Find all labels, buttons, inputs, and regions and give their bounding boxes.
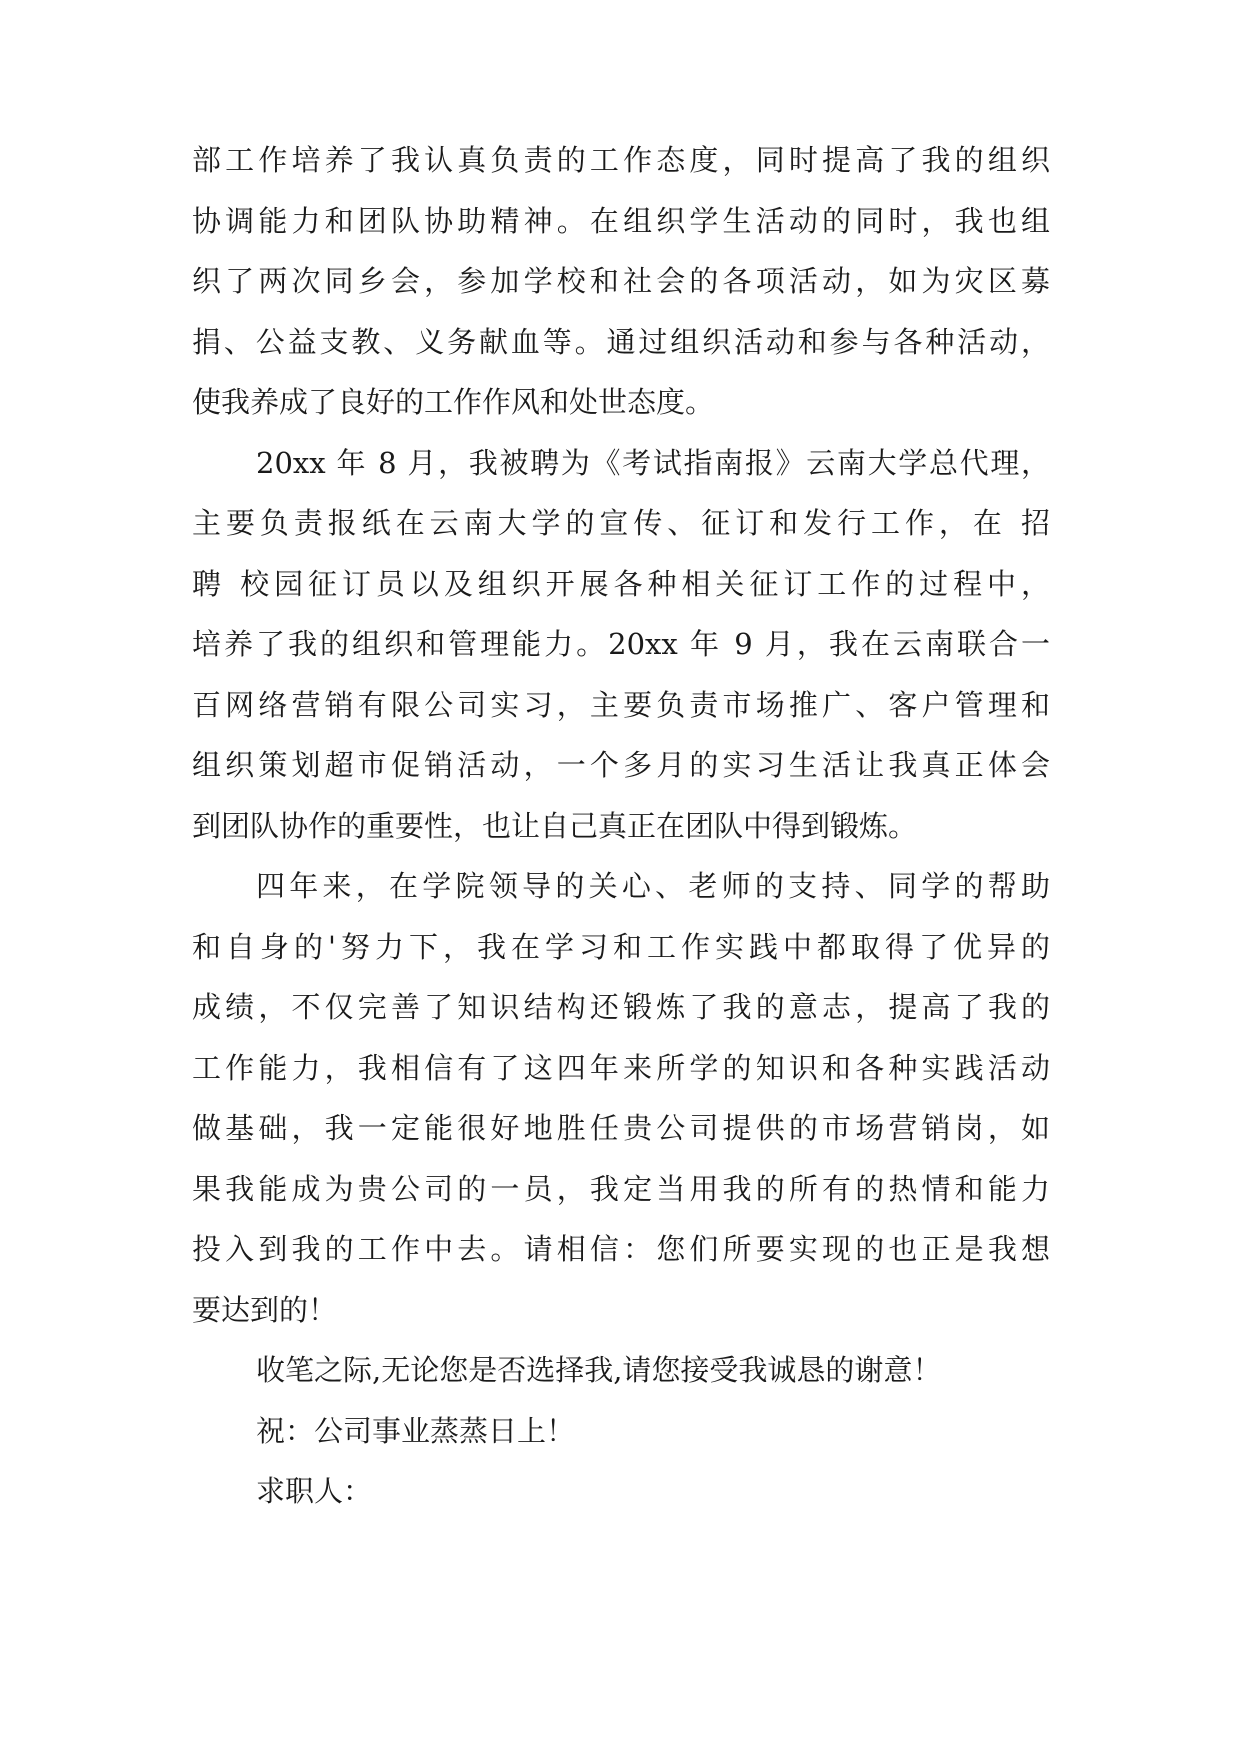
text-line: 做基础，我一定能很好地胜任贵公司提供的市场营销岗，如: [192, 1111, 1050, 1145]
text-line: 捐、公益支教、义务献血等。通过组织活动和参与各种活动，: [192, 324, 1050, 359]
text-line: 培养了我的组织和管理能力。20xx 年 9 月，我在云南联合一: [192, 627, 1050, 661]
text-line: 组织策划超市促销活动，一个多月的实习生活让我真正体会: [192, 748, 1050, 782]
text-line: 工作能力，我相信有了这四年来所学的知识和各种实践活动: [192, 1050, 1050, 1085]
text-line: 果我能成为贵公司的一员，我定当用我的所有的热情和能力: [192, 1171, 1050, 1206]
text-line: 织了两次同乡会，参加学校和社会的各项活动，如为灾区募: [192, 264, 1050, 298]
paragraph-start-line: 20xx 年 8 月，我被聘为《考试指南报》云南大学总代理，: [256, 445, 1050, 480]
text-line: 要达到的！: [192, 1292, 338, 1327]
text-line: 到团队协作的重要性，也让自己真正在团队中得到锻炼。: [192, 808, 918, 843]
signature-line: 求职人：: [256, 1474, 373, 1508]
text-line: 投入到我的工作中去。请相信：您们所要实现的也正是我想: [192, 1232, 1050, 1266]
closing-line: 收笔之际,无论您是否选择我,请您接受我诚恳的谢意！: [256, 1353, 942, 1387]
salutation-line: 祝：公司事业蒸蒸日上！: [256, 1413, 576, 1448]
text-line: 聘 校园征订员以及组织开展各种相关征订工作的过程中，: [192, 566, 1050, 601]
text-line: 和自身的'努力下，我在学习和工作实践中都取得了优异的: [192, 929, 1050, 964]
paragraph-start-line: 四年来，在学院领导的关心、老师的支持、同学的帮助: [256, 869, 1050, 903]
text-line: 百网络营销有限公司实习，主要负责市场推广、客户管理和: [192, 687, 1050, 722]
text-line: 主要负责报纸在云南大学的宣传、征订和发行工作，在 招: [192, 506, 1050, 540]
text-line: 协调能力和团队协助精神。在组织学生活动的同时，我也组: [192, 203, 1050, 238]
text-line: 成绩，不仅完善了知识结构还锻炼了我的意志，提高了我的: [192, 990, 1050, 1024]
text-line: 部工作培养了我认真负责的工作态度，同时提高了我的组织: [192, 143, 1050, 177]
letter-body: [192, 130, 1050, 1522]
text-line: 使我养成了良好的工作作风和处世态度。: [192, 385, 715, 419]
